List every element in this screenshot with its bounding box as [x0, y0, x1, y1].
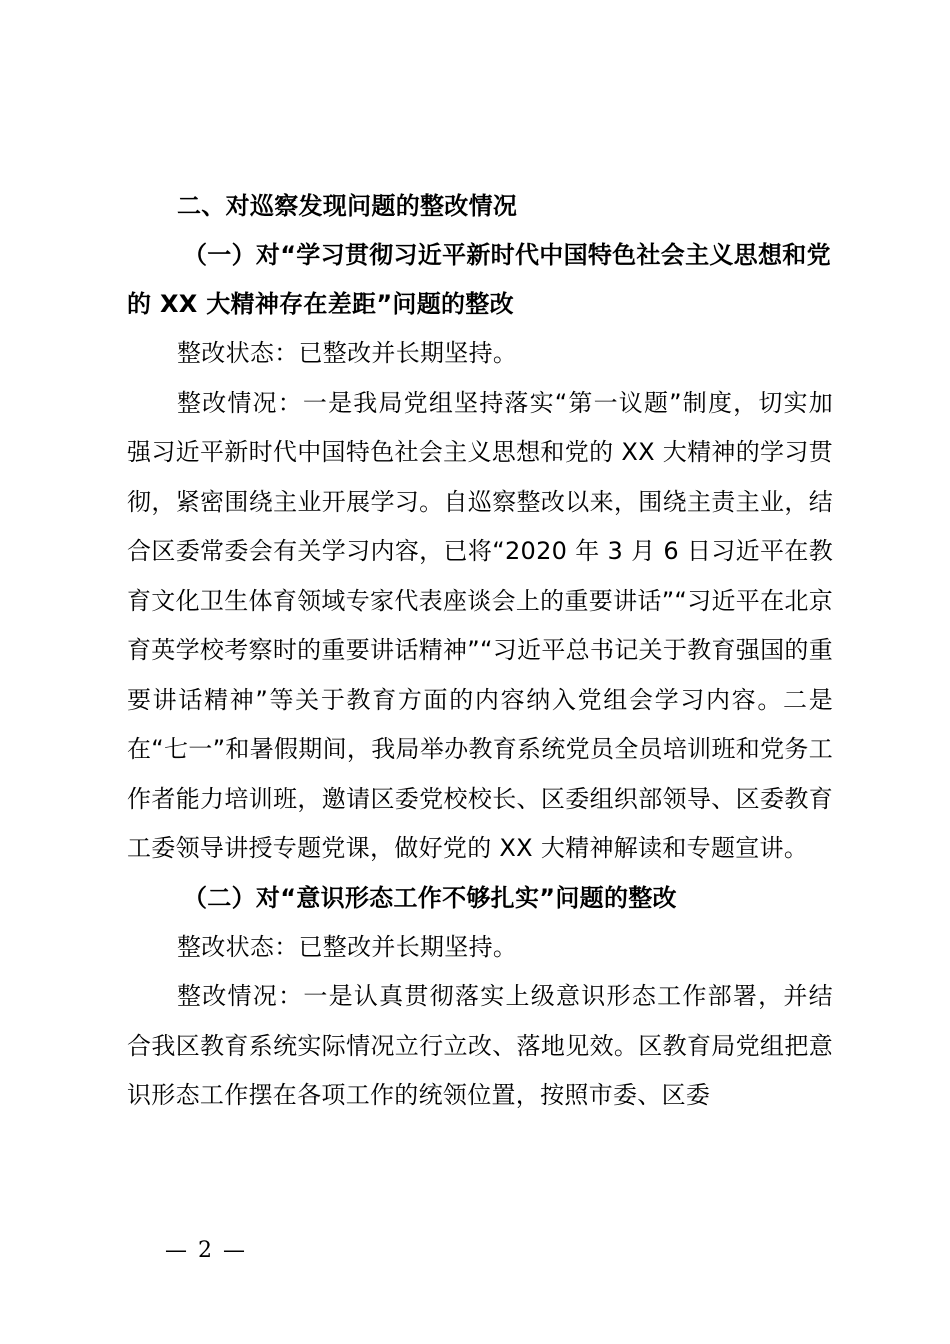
section-title: 二、对巡察发现问题的整改情况 — [177, 192, 518, 220]
item2-status: 整改状态：已整改并长期坚持。 — [177, 932, 518, 961]
item1-title: （一）对“学习贯彻习近平新时代中国特色社会主义思想和党的 XX 大精神存在差距”问题的整改 — [127, 241, 831, 318]
item2-title: （二）对“意识形态工作不够扎实”问题的整改 — [183, 883, 677, 912]
page-number: — 2 — — [165, 1238, 247, 1263]
item1-details: 整改情况：一是我局党组坚持落实“第一议题”制度，切实加强习近平新时代中国特色社会主义思想和党的 XX 大精神的学习贯彻，紧密围绕主业开展学习。自巡察整改以来，围绕主责主业，结合区委常委会有关学习内容，已将“2020 年 3 月 6 日习近平在教育文化卫生体育领域专家代表座谈会上的重要讲话”“习近平在北京育英学校考察时的重要讲话精神”“习近平总书记关于教育强国的重要讲话精神”等关于教育方面的内容纳入党组会学习内容。二是在“七一”和暑假期间，我局举办教育系统党员全员培训班和党务工作者能力培训班，邀请区委党校校长、区委组织部领导、区委教育工委领导讲授专题党课，做好党的 XX 大精神解读和专题宣讲。 — [127, 388, 833, 862]
document-body — [127, 182, 833, 1121]
item1-status: 整改状态：已整改并长期坚持。 — [177, 339, 518, 367]
item2-details: 整改情况：一是认真贯彻落实上级意识形态工作部署，并结合我区教育系统实际情况立行立改、落地见效。区教育局党组把意识形态工作摆在各项工作的统领位置，按照市委、区委 — [127, 982, 833, 1109]
